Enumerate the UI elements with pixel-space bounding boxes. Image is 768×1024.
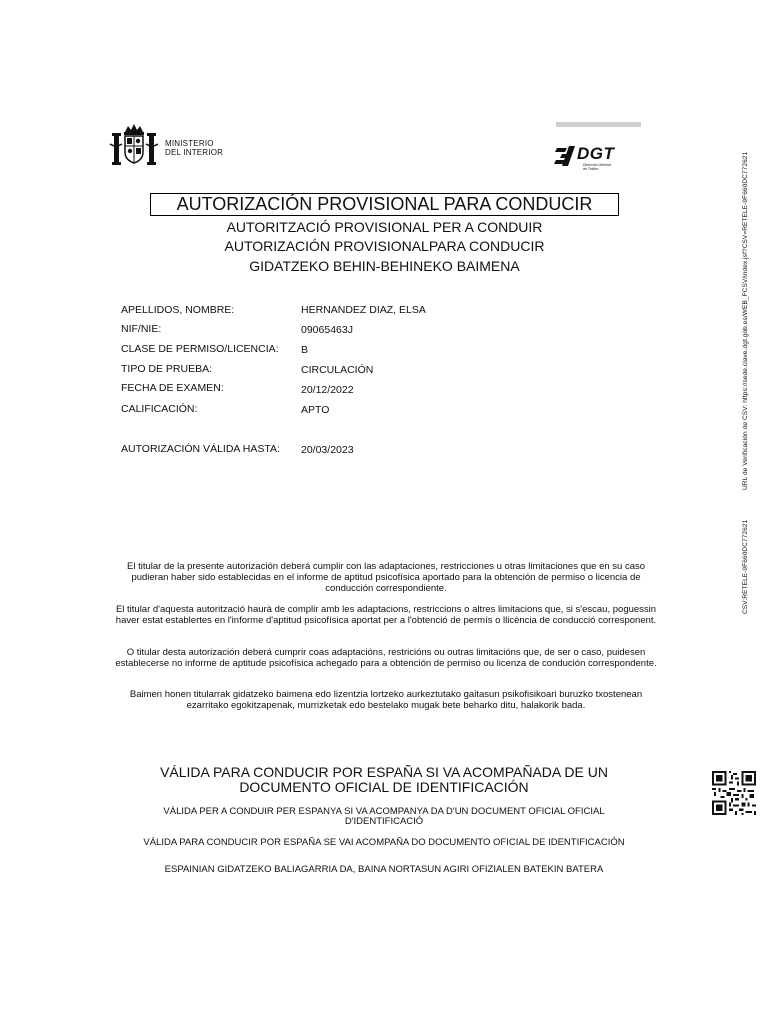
- ministry-line-1: MINISTERIO: [165, 139, 214, 148]
- qr-code-icon: [712, 771, 756, 815]
- field-label-name: APELLIDOS, NOMBRE:: [121, 304, 235, 316]
- title-basque: GIDATZEKO BEHIN-BEHINEKO BAIMENA: [249, 258, 520, 274]
- ministry-line-2: DEL INTERIOR: [165, 148, 224, 157]
- legal-text-ca: El titular d'aquesta autorització haurà de complir amb les adaptacions, restriccions o altres limitacions que, si s'escau, poguessin haver estat establertes en l'informe d'aptitud psicofísica aportat per a l'obtenció de permís o llicència de conducció corresponent.: [115, 604, 657, 626]
- validity-text-gl: VÁLIDA PARA CONDUCIR POR ESPAÑA SE VAI ACOMPAÑA DO DOCUMENTO OFICIAL DE IDENTIFICACIÓN: [143, 837, 625, 848]
- field-label-license-class: CLASE DE PERMISO/LICENCIA:: [121, 343, 279, 355]
- field-value-name: HERNANDEZ DIAZ, ELSA: [301, 304, 426, 316]
- field-value-valid-until: 20/03/2023: [301, 444, 354, 456]
- field-value-exam-date: 20/12/2022: [301, 384, 354, 396]
- dgt-logo: [553, 140, 619, 172]
- document-title: AUTORIZACIÓN PROVISIONAL PARA CONDUCIR: [150, 193, 619, 216]
- ministry-label: [165, 139, 223, 157]
- title-galician: AUTORIZACIÓN PROVISIONALPARA CONDUCIR: [224, 238, 545, 254]
- header-grey-bar: [556, 122, 641, 127]
- legal-text-es: El titular de la presente autorización deberá cumplir con las adaptaciones, restricciones u otras limitaciones que en su caso pudieran haber sido establecidas en el informe de aptitud psicofísica aportado para la obtención de permiso o licencia de conducción correspondiente.: [126, 561, 646, 594]
- dgt-subtitle-1: Dirección General: [583, 163, 612, 167]
- field-value-license-class: B: [301, 344, 309, 356]
- field-value-grade: APTO: [301, 404, 330, 416]
- csv-code: CSV:RETELE-9F660DC772621: [742, 519, 749, 614]
- field-label-test-type: TIPO DE PRUEBA:: [121, 363, 213, 375]
- field-label-grade: CALIFICACIÓN:: [121, 403, 198, 415]
- verification-url[interactable]: URL de Verificación de CSV: https://sede.clave.dgt.gob.es/WEB_FCSV/index.jsf?CSV=RETELE-9F660DC772621: [742, 151, 749, 490]
- field-label-exam-date: FECHA DE EXAMEN:: [121, 382, 224, 394]
- field-value-nif: 09065463J: [301, 324, 353, 336]
- field-label-nif: NIF/NIE:: [121, 323, 162, 335]
- dgt-subtitle-2: de Tráfico: [583, 167, 599, 171]
- dgt-logo-text: DGT: [577, 144, 615, 163]
- title-catalan: AUTORITZACIÓ PROVISIONAL PER A CONDUIR: [226, 219, 543, 235]
- validity-text-ca: VÀLIDA PER A CONDUIR PER ESPANYA SI VA ACOMPANYA DA D'UN DOCUMENT OFICIAL OFICIAL D'IDENTIFICACIÓ: [163, 806, 605, 827]
- field-label-valid-until: AUTORIZACIÓN VÁLIDA HASTA:: [121, 443, 280, 455]
- validity-text-eu: ESPAINIAN GIDATZEKO BALIAGARRIA DA, BAINA NORTASUN AGIRI OFIZIALEN BATEKIN BATERA: [164, 864, 604, 875]
- legal-text-gl: O titular desta autorización deberá cumprir coas adaptacións, restricións ou outras limitacións que, de ser o caso, puidesen establecerse no informe de aptitude psicofísica achegado para a obtención de permiso ou licenza de condución correspondente.: [115, 647, 657, 669]
- spanish-coat-of-arms-icon: [108, 122, 160, 170]
- validity-text-es: VÁLIDA PARA CONDUCIR POR ESPAÑA SI VA ACOMPAÑADA DE UN DOCUMENTO OFICIAL DE IDENTIFICACIÓN: [160, 764, 608, 795]
- legal-text-eu: Baimen honen titularrak gidatzeko baimena edo lizentzia lortzeko aurkeztutako gaitasun psikofisikoari buruzko txostenean ezarritako egokitzapenak, murrizketak edo bestelako mugak bete beharko ditu, halakorik bada.: [129, 689, 643, 711]
- field-value-test-type: CIRCULACIÓN: [301, 364, 374, 376]
